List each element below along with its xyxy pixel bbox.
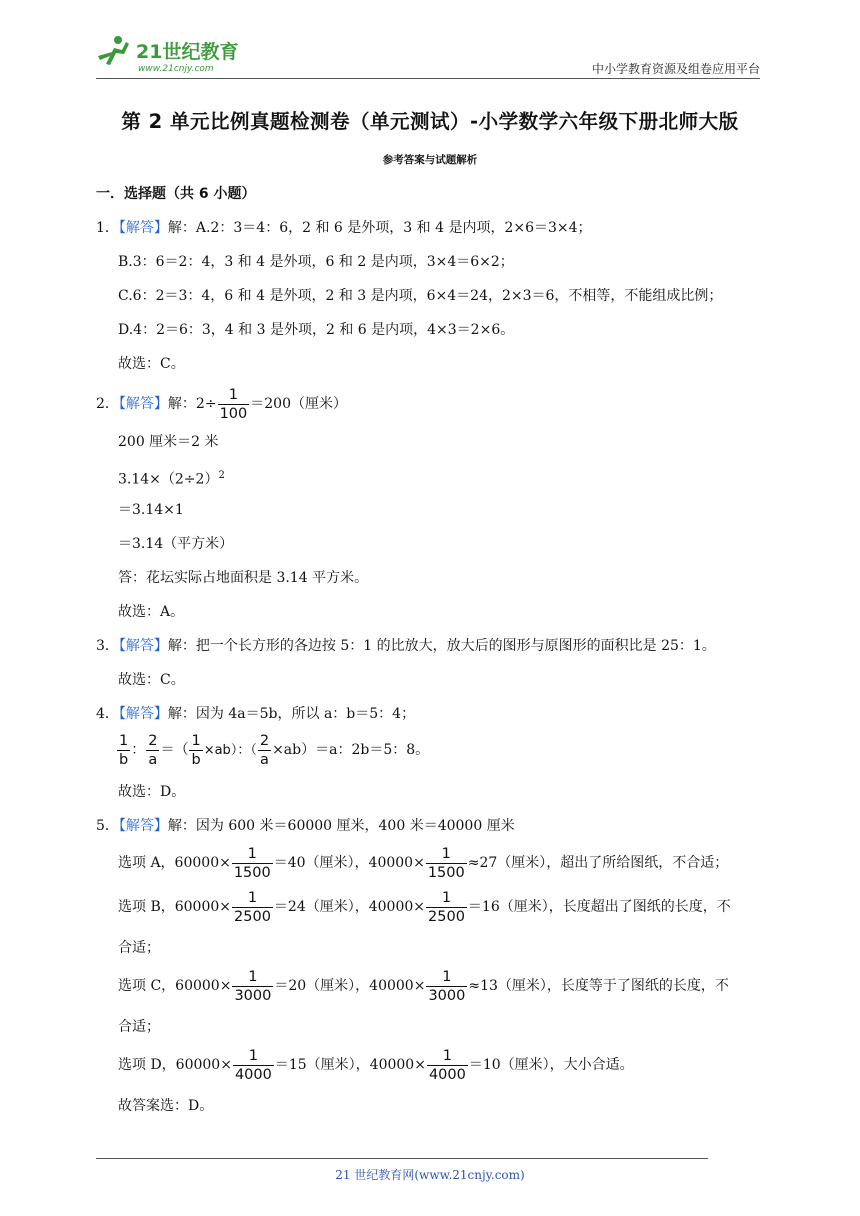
q4-f1-num: 1 [119, 732, 129, 749]
q4-f2-num: 2 [148, 732, 158, 749]
q5-option-d [118, 1045, 634, 1085]
q2-text-pre: 解：2÷ [167, 396, 217, 412]
page-subtitle: 参考答案与试题解析 [382, 154, 478, 166]
q2-line-3 [118, 466, 225, 490]
q2-exponent: 2 [218, 470, 225, 481]
q5-b-pre: 选项 B，60000× [118, 899, 232, 915]
q3-text-1: 解：把一个长方形的各边按 5：1 的比放大，放大后的图形与原图形的面积比是 25：1。 [167, 638, 716, 654]
q1-text-1: 解：A.2：3＝4：6，2 和 6 是外项，3 和 4 是内项，2×6＝3×4； [167, 220, 592, 236]
section-heading: 一．选择题（共 6 小题） [96, 186, 256, 202]
q4-times-ab-2: ×ab）＝a：2b＝5：8。 [272, 742, 430, 758]
q4-frac-4 [258, 732, 271, 769]
q4-eq-open: ＝（ [160, 742, 189, 758]
q4-frac-1 [117, 732, 130, 769]
q2-line-1 [96, 384, 347, 424]
q5-a-pre: 选项 A，60000× [118, 855, 231, 871]
q5-b-frac-1 [232, 889, 273, 926]
q5-d-f2-num: 1 [427, 1047, 468, 1066]
page-header [96, 30, 760, 80]
page-title: 第 2 单元比例真题检测卷（单元测试）-小学数学六年级下册北师大版 [121, 110, 739, 133]
q4-line-2 [116, 730, 429, 771]
q5-b-f1-num: 1 [232, 889, 273, 908]
footer-link[interactable]: 21 世纪教育网(www.21cnjy.com) [335, 1168, 525, 1182]
q5-d-f2-den: 4000 [428, 1066, 466, 1083]
q2-frac-num: 1 [218, 386, 250, 405]
q5-b-f2-den: 2500 [428, 908, 465, 925]
q5-option-b-cont: 合适； [118, 940, 160, 956]
q5-option-c [118, 966, 729, 1006]
q2-line-5: ＝3.14（平方米） [118, 536, 234, 552]
q2-answer: 故选：A。 [118, 604, 185, 620]
logo-text: 21世纪教育 [136, 41, 239, 63]
q5-b-frac-2 [426, 889, 467, 926]
q4-f4-den: a [260, 751, 269, 768]
q5-a-f1-den: 1500 [233, 864, 271, 881]
q3-tag: 【解答】 [118, 638, 168, 654]
q5-answer: 故答案选：D。 [118, 1098, 214, 1114]
q4-answer: 故选：D。 [118, 784, 186, 800]
q2-line-6: 答：花坛实际占地面积是 3.14 平方米。 [118, 570, 369, 586]
q5-number: 5． [96, 818, 119, 834]
q5-c-frac-2 [426, 968, 467, 1005]
q5-a-f2-den: 1500 [427, 864, 465, 881]
q4-frac-3 [189, 732, 202, 769]
q5-b-f1-den: 2500 [234, 908, 271, 925]
q5-c-f2-num: 1 [426, 968, 467, 987]
q4-f3-den: b [191, 751, 201, 768]
q4-f1-den: b [119, 751, 129, 768]
q5-option-b [118, 887, 731, 927]
q1-line-3: C.6：2＝3：4，6 和 4 是外项，2 和 3 是内项，6×4＝24，2×3＝6，不相等，不能组成比例； [118, 288, 723, 304]
q5-tag: 【解答】 [118, 818, 168, 834]
q1-line-1 [96, 218, 592, 238]
q1-answer: 故选：C。 [118, 356, 185, 372]
q2-number: 2． [96, 396, 119, 412]
site-logo [96, 34, 266, 74]
q5-a-mid: ＝40（厘米），40000× [273, 855, 425, 871]
q5-c-f1-num: 1 [232, 968, 273, 987]
q5-d-f1-den: 4000 [234, 1066, 272, 1083]
q5-line-1 [96, 816, 515, 836]
q5-c-mid: ＝20（厘米），40000× [274, 978, 426, 994]
q1-line-2: B.3：6＝2：4，3 和 4 是外项，6 和 2 是内项，3×4＝6×2； [118, 254, 514, 270]
q5-d-f1-num: 1 [233, 1047, 274, 1066]
q5-d-post: ＝10（厘米），大小合适。 [468, 1057, 634, 1073]
header-divider [96, 78, 760, 79]
q4-f2-den: a [148, 751, 158, 768]
q1-number: 1． [96, 220, 119, 236]
q5-text-1: 解：因为 600 米＝60000 厘米，400 米＝40000 厘米 [167, 818, 515, 834]
q4-colon: ： [131, 742, 146, 758]
q2-line-2: 200 厘米＝2 米 [118, 434, 219, 450]
q2-frac-den: 100 [219, 405, 248, 422]
q4-frac-2 [146, 732, 159, 769]
q3-answer: 故选：C。 [118, 672, 185, 688]
q4-f3-num: 1 [191, 732, 201, 749]
q5-d-mid: ＝15（厘米），40000× [274, 1057, 426, 1073]
q5-a-frac-2 [426, 845, 467, 882]
logo-url: www.21cnjy.com [138, 64, 214, 74]
q5-c-f1-den: 3000 [234, 987, 272, 1004]
q5-option-c-cont: 合适； [118, 1019, 160, 1035]
q5-c-frac-1 [232, 968, 273, 1005]
q5-b-f2-num: 1 [426, 889, 467, 908]
q4-line-1 [96, 704, 415, 724]
q5-c-f2-den: 3000 [428, 987, 466, 1004]
q2-line-4: ＝3.14×1 [118, 502, 184, 518]
q5-d-frac-2 [427, 1047, 468, 1084]
q3-number: 3． [96, 638, 119, 654]
q1-tag: 【解答】 [118, 220, 168, 236]
q5-d-pre: 选项 D，60000× [118, 1057, 232, 1073]
q1-line-4: D.4：2＝6：3，4 和 3 是外项，2 和 6 是内项，4×3＝2×6。 [118, 322, 515, 338]
q2-text-3: 3.14×（2÷2） [118, 471, 219, 488]
q5-a-f2-num: 1 [426, 845, 467, 864]
q5-a-post: ≈27（厘米），超出了所给图纸，不合适； [467, 855, 729, 871]
q4-text-1: 解：因为 4a＝5b，所以 a：b＝5：4； [167, 706, 416, 722]
q2-tag: 【解答】 [118, 396, 168, 412]
q3-line-1 [96, 636, 716, 656]
q5-b-mid: ＝24（厘米），40000× [273, 899, 426, 915]
q2-fraction [218, 386, 250, 423]
q5-a-frac-1 [232, 845, 273, 882]
q4-number: 4． [96, 706, 119, 722]
q2-text-post: ＝200（厘米） [250, 396, 347, 412]
footer-divider [96, 1158, 708, 1159]
q5-a-f1-num: 1 [232, 845, 273, 864]
q4-times-ab: ×ab）：（ [203, 743, 257, 758]
q4-tag: 【解答】 [118, 706, 168, 722]
q5-c-post: ≈13（厘米），长度等于了图纸的长度，不 [468, 978, 729, 994]
platform-name: 中小学教育资源及组卷应用平台 [591, 62, 760, 76]
q5-c-pre: 选项 C，60000× [118, 978, 232, 994]
q5-option-a [118, 843, 728, 883]
q5-b-post: ＝16（厘米），长度超出了图纸的长度，不 [467, 899, 731, 915]
q4-f4-num: 2 [259, 732, 270, 749]
q5-d-frac-1 [233, 1047, 274, 1084]
